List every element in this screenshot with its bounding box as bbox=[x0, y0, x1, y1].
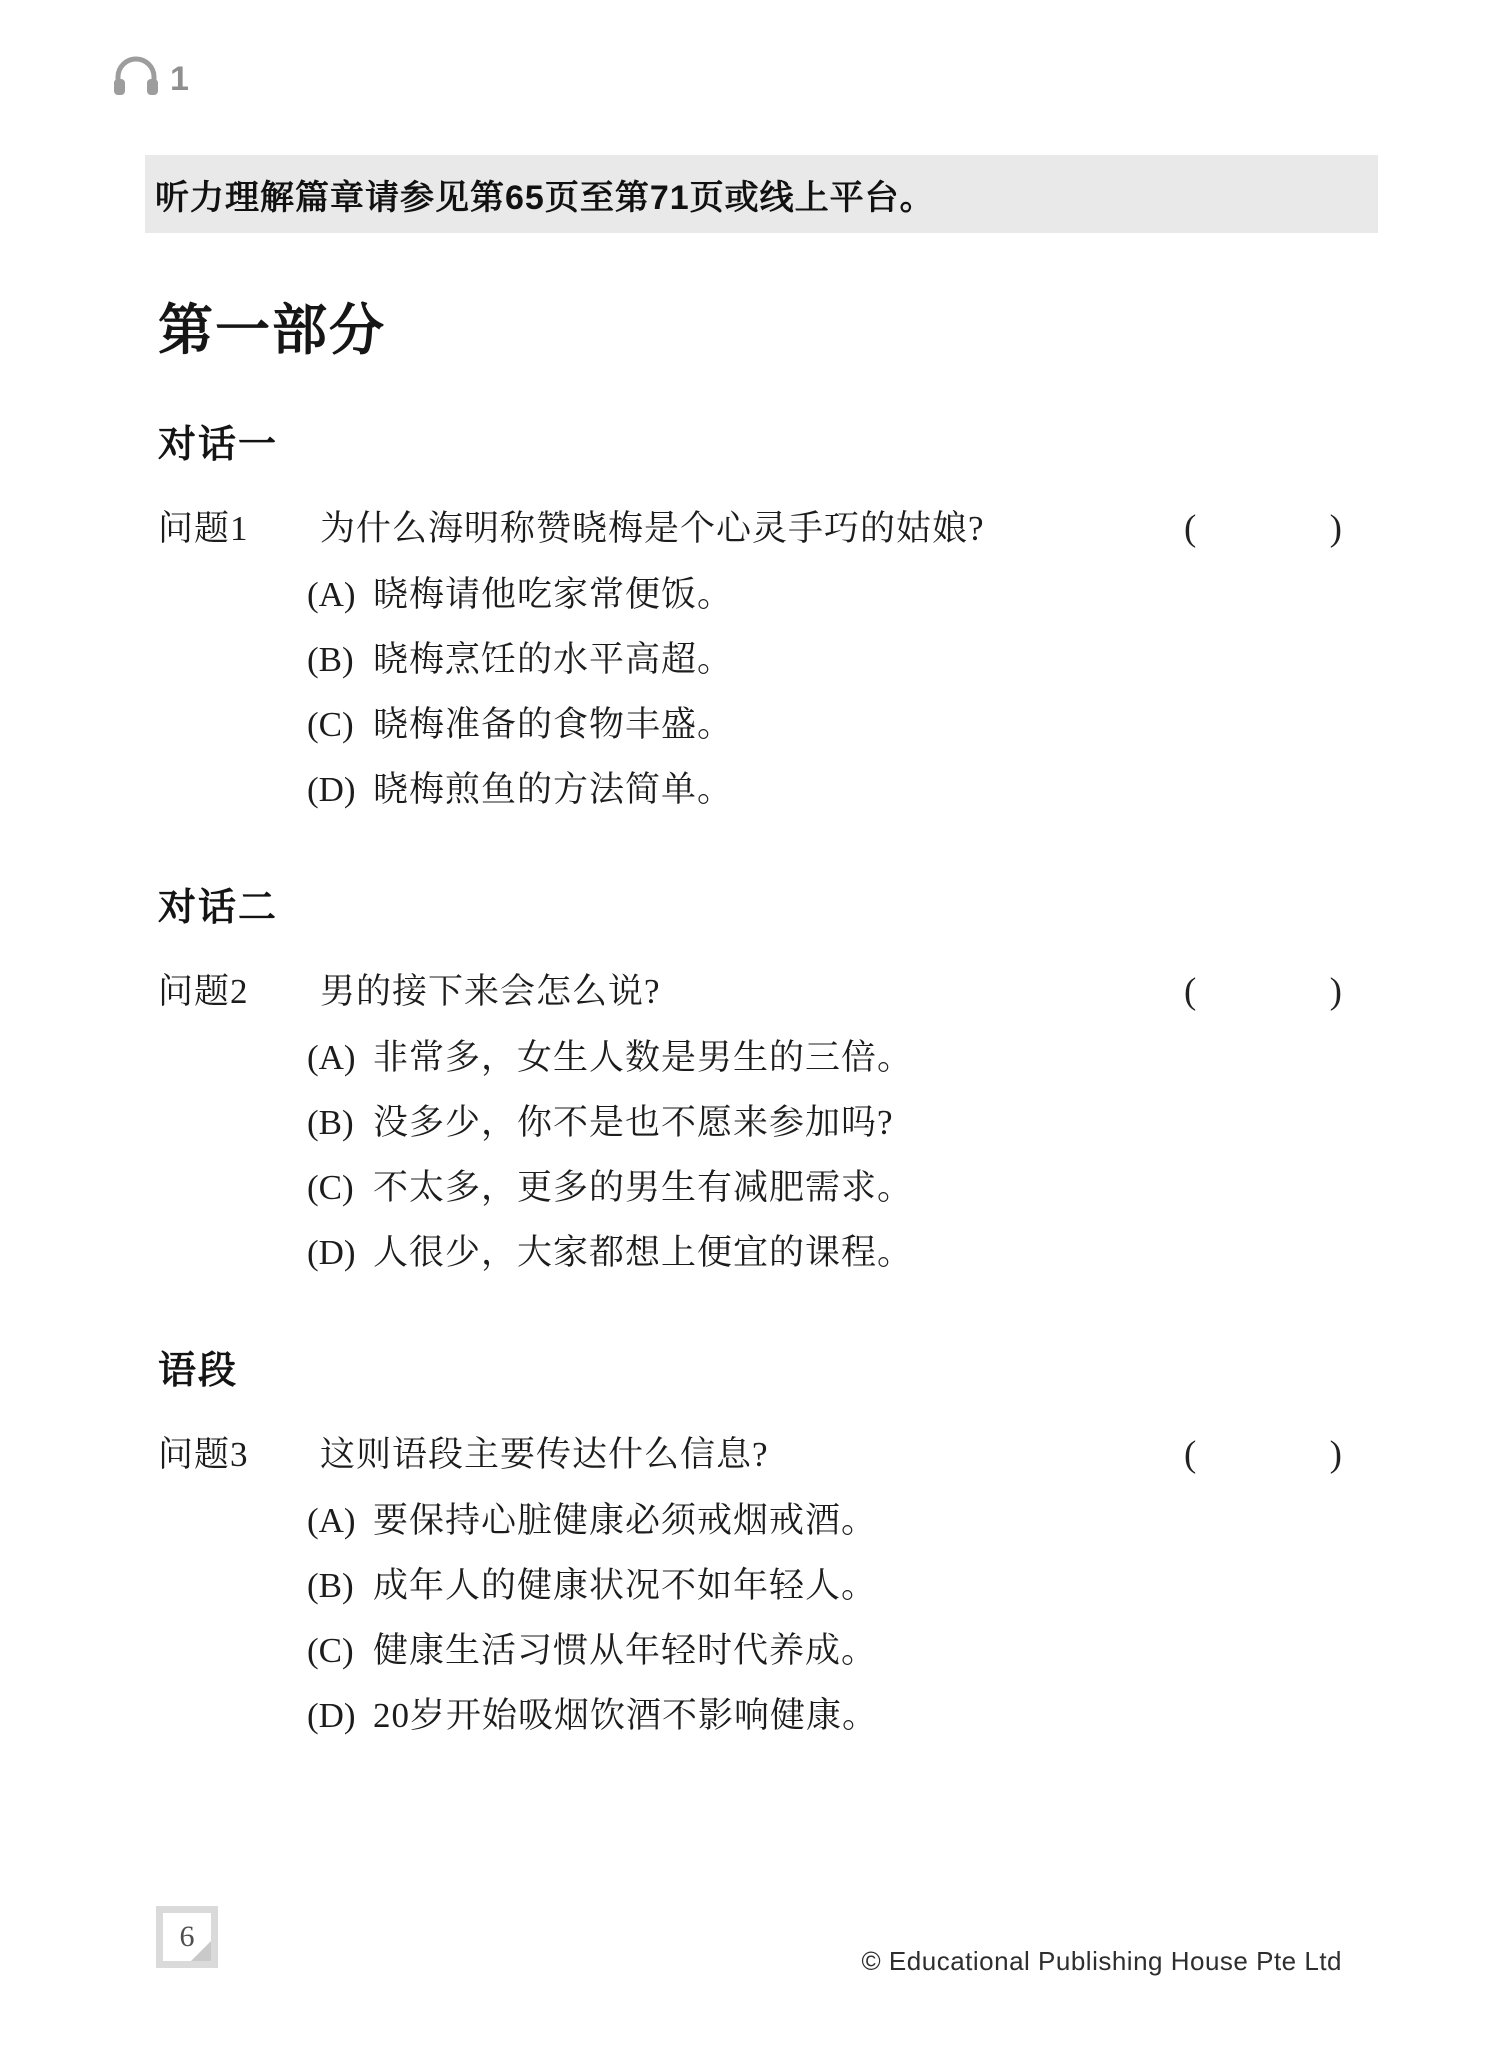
bracket-close: ) bbox=[1329, 971, 1342, 1012]
option-text: 健康生活习惯从年轻时代养成。 bbox=[373, 1631, 878, 1670]
page-number-badge bbox=[156, 1906, 218, 1968]
option-a bbox=[307, 573, 1378, 617]
option-text: 成年人的健康状况不如年轻人。 bbox=[373, 1566, 878, 1605]
option-a bbox=[307, 1499, 1378, 1543]
option-marker: (A) bbox=[307, 1038, 356, 1077]
section-passage bbox=[158, 1349, 1378, 1738]
section-heading: 语段 bbox=[158, 1350, 239, 1392]
listening-notice-banner bbox=[145, 155, 1378, 233]
audio-track-header bbox=[112, 54, 189, 103]
bracket-close: ) bbox=[1329, 1434, 1342, 1475]
option-marker: (C) bbox=[307, 705, 354, 744]
section-dialogue-2 bbox=[158, 886, 1378, 1275]
option-marker: (D) bbox=[307, 1696, 356, 1735]
option-marker: (A) bbox=[307, 1501, 356, 1540]
question-text: 这则语段主要传达什么信息? bbox=[320, 1435, 769, 1474]
option-text: 20岁开始吸烟饮酒不影响健康。 bbox=[373, 1696, 879, 1735]
option-c bbox=[307, 1629, 1378, 1673]
option-b bbox=[307, 1101, 1378, 1145]
question-label: 问题3 bbox=[158, 1435, 249, 1474]
answer-brackets bbox=[1184, 507, 1342, 551]
section-dialogue-1 bbox=[158, 423, 1378, 812]
option-text: 要保持心脏健康必须戒烟戒酒。 bbox=[373, 1501, 878, 1540]
option-marker: (B) bbox=[307, 1566, 354, 1605]
bracket-open: ( bbox=[1184, 508, 1197, 549]
option-c bbox=[307, 1166, 1378, 1210]
page-number: 6 bbox=[179, 1920, 195, 1953]
question-label: 问题2 bbox=[158, 972, 249, 1011]
page-content bbox=[145, 155, 1378, 1738]
option-d bbox=[307, 1231, 1378, 1275]
question-text: 为什么海明称赞晓梅是个心灵手巧的姑娘? bbox=[320, 509, 985, 548]
option-text: 晓梅烹饪的水平高超。 bbox=[373, 640, 734, 679]
listening-notice-text: 听力理解篇章请参见第65页至第71页或线上平台。 bbox=[155, 178, 935, 217]
option-a bbox=[307, 1036, 1378, 1080]
options-list bbox=[307, 1499, 1378, 1738]
section-heading: 对话一 bbox=[158, 424, 279, 466]
option-marker: (A) bbox=[307, 575, 356, 614]
section-heading: 对话二 bbox=[158, 887, 279, 929]
copyright-notice: © Educational Publishing House Pte Ltd bbox=[861, 1946, 1342, 1976]
bracket-open: ( bbox=[1184, 1434, 1197, 1475]
headphones-icon bbox=[112, 54, 160, 103]
option-marker: (B) bbox=[307, 1103, 354, 1142]
question-row bbox=[158, 1433, 1378, 1477]
option-text: 晓梅请他吃家常便饭。 bbox=[373, 575, 734, 614]
option-marker: (C) bbox=[307, 1631, 354, 1670]
option-marker: (D) bbox=[307, 1233, 356, 1272]
audio-track-number: 1 bbox=[170, 59, 189, 98]
option-d bbox=[307, 768, 1378, 812]
bracket-open: ( bbox=[1184, 971, 1197, 1012]
page-title: 第一部分 bbox=[158, 299, 387, 361]
options-list bbox=[307, 573, 1378, 812]
option-marker: (D) bbox=[307, 770, 356, 809]
option-b bbox=[307, 638, 1378, 682]
question-label: 问题1 bbox=[158, 509, 249, 548]
option-d bbox=[307, 1694, 1378, 1738]
option-b bbox=[307, 1564, 1378, 1608]
answer-brackets bbox=[1184, 1433, 1342, 1477]
options-list bbox=[307, 1036, 1378, 1275]
option-text: 人很少，大家都想上便宜的课程。 bbox=[373, 1233, 914, 1272]
option-marker: (B) bbox=[307, 640, 354, 679]
question-text: 男的接下来会怎么说? bbox=[320, 972, 661, 1011]
option-marker: (C) bbox=[307, 1168, 354, 1207]
option-text: 没多少，你不是也不愿来参加吗? bbox=[373, 1103, 894, 1142]
option-text: 晓梅准备的食物丰盛。 bbox=[373, 705, 734, 744]
question-row bbox=[158, 507, 1378, 551]
option-text: 晓梅煎鱼的方法简单。 bbox=[373, 770, 734, 809]
bracket-close: ) bbox=[1329, 508, 1342, 549]
option-text: 非常多，女生人数是男生的三倍。 bbox=[373, 1038, 914, 1077]
question-row bbox=[158, 970, 1378, 1014]
answer-brackets bbox=[1184, 970, 1342, 1014]
option-text: 不太多，更多的男生有减肥需求。 bbox=[373, 1168, 914, 1207]
option-c bbox=[307, 703, 1378, 747]
